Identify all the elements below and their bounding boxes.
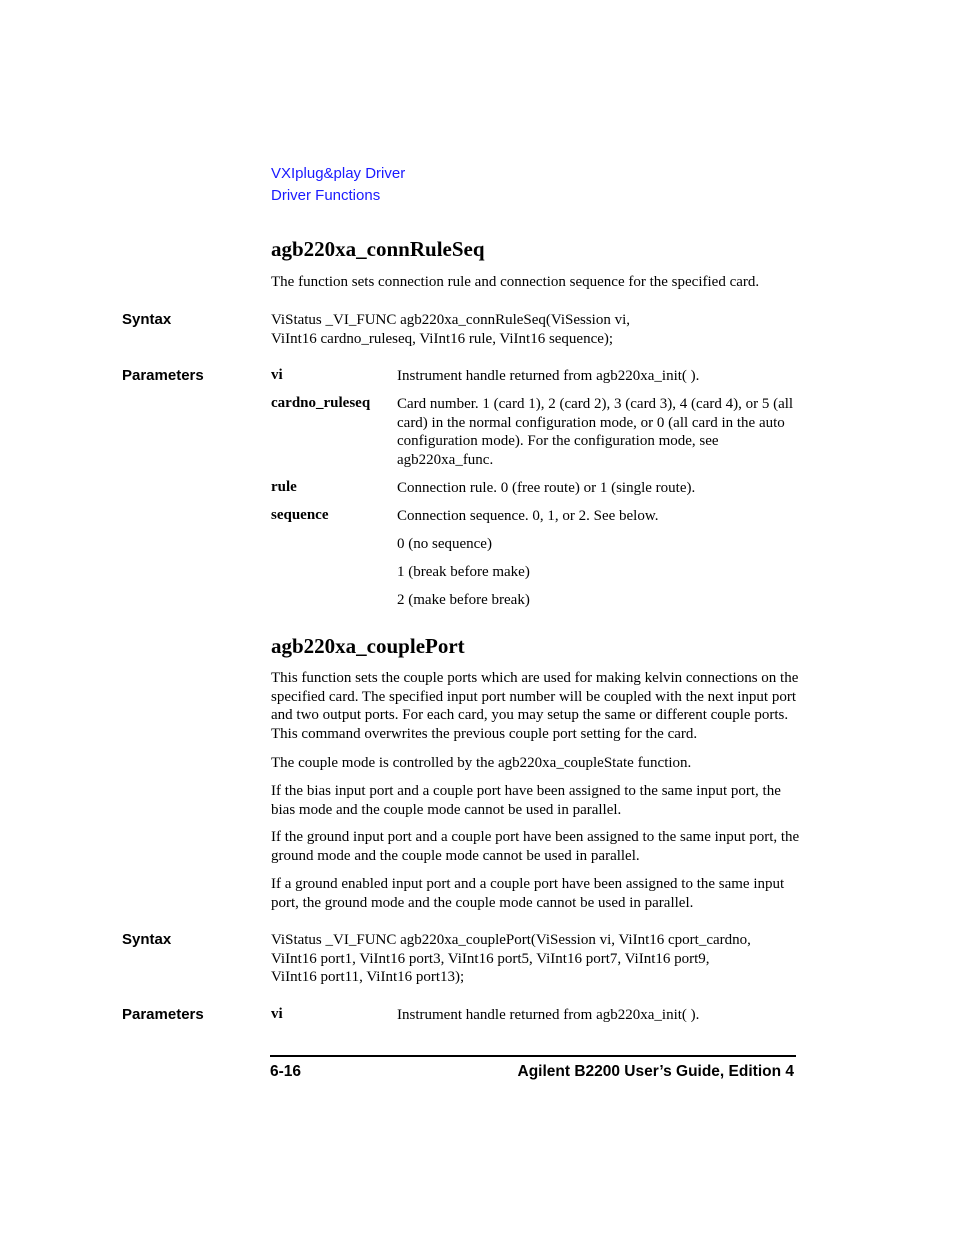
param-desc: Connection rule. 0 (free route) or 1 (single route). — [397, 480, 696, 496]
param-desc: Connection sequence. 0, 1, or 2. See below. — [397, 508, 659, 524]
syntax-line: ViInt16 port11, ViInt16 port13); — [271, 969, 465, 985]
section-description: The function sets connection rule and connection sequence for the specified card. — [271, 274, 760, 290]
param-name: vi — [271, 1006, 283, 1022]
syntax-line: ViInt16 cardno_ruleseq, ViInt16 rule, ViInt16 sequence); — [271, 331, 614, 347]
parameters-label: Parameters — [122, 1006, 204, 1023]
section-title-coupleport: agb220xa_couplePort — [271, 634, 465, 658]
syntax-line: ViStatus _VI_FUNC agb220xa_connRuleSeq(ViSession vi, — [271, 312, 631, 328]
param-name: vi — [271, 367, 283, 383]
syntax-label: Syntax — [122, 931, 172, 948]
sequence-value: 2 (make before break) — [397, 592, 530, 608]
param-name: rule — [271, 479, 297, 495]
section-paragraph: If the bias input port and a couple port have been assigned to the same input port, the bias mode and the couple mode cannot be used in parallel. — [271, 783, 781, 818]
page-number: 6-16 — [270, 1063, 302, 1080]
param-name: cardno_ruleseq — [271, 395, 371, 411]
breadcrumb-link-functions[interactable]: Driver Functions — [271, 187, 381, 204]
sequence-value: 0 (no sequence) — [397, 536, 492, 552]
param-desc: Card number. 1 (card 1), 2 (card 2), 3 (card 3), 4 (card 4), or 5 (all card) in the normal configuration mode, or 0 (all card in the auto configuration mode). For the configuration mode, see agb220xa_func. — [397, 396, 794, 469]
sequence-value: 1 (break before make) — [397, 564, 530, 580]
syntax-label: Syntax — [122, 311, 172, 328]
section-title-connruleseq: agb220xa_connRuleSeq — [271, 237, 485, 261]
section-paragraph: If the ground input port and a couple port have been assigned to the same input port, the ground mode and the couple mode cannot be used in parallel. — [271, 829, 800, 864]
param-desc: Instrument handle returned from agb220xa_init( ). — [397, 368, 700, 384]
footer-rule — [270, 1055, 796, 1057]
syntax-line: ViInt16 port1, ViInt16 port3, ViInt16 port5, ViInt16 port7, ViInt16 port9, — [271, 951, 710, 967]
parameters-label: Parameters — [122, 367, 204, 384]
book-title: Agilent B2200 User’s Guide, Edition 4 — [517, 1063, 794, 1080]
section-paragraph: If a ground enabled input port and a couple port have been assigned to the same input port, the ground mode and the couple mode cannot be used in parallel. — [271, 876, 785, 911]
breadcrumb-link-driver[interactable]: VXIplug&play Driver — [271, 165, 406, 182]
param-name: sequence — [271, 507, 329, 523]
section-paragraph: The couple mode is controlled by the agb220xa_coupleState function. — [271, 755, 692, 771]
param-desc: Instrument handle returned from agb220xa_init( ). — [397, 1007, 700, 1023]
section-paragraph: This function sets the couple ports which are used for making kelvin connections on the specified card. The specified input port number will be coupled with the next input port and two output ports. For each card, you may setup the same or different couple ports. This command overwrites the previous couple port setting for the card. — [271, 670, 799, 743]
syntax-line: ViStatus _VI_FUNC agb220xa_couplePort(ViSession vi, ViInt16 cport_cardno, — [271, 932, 751, 948]
